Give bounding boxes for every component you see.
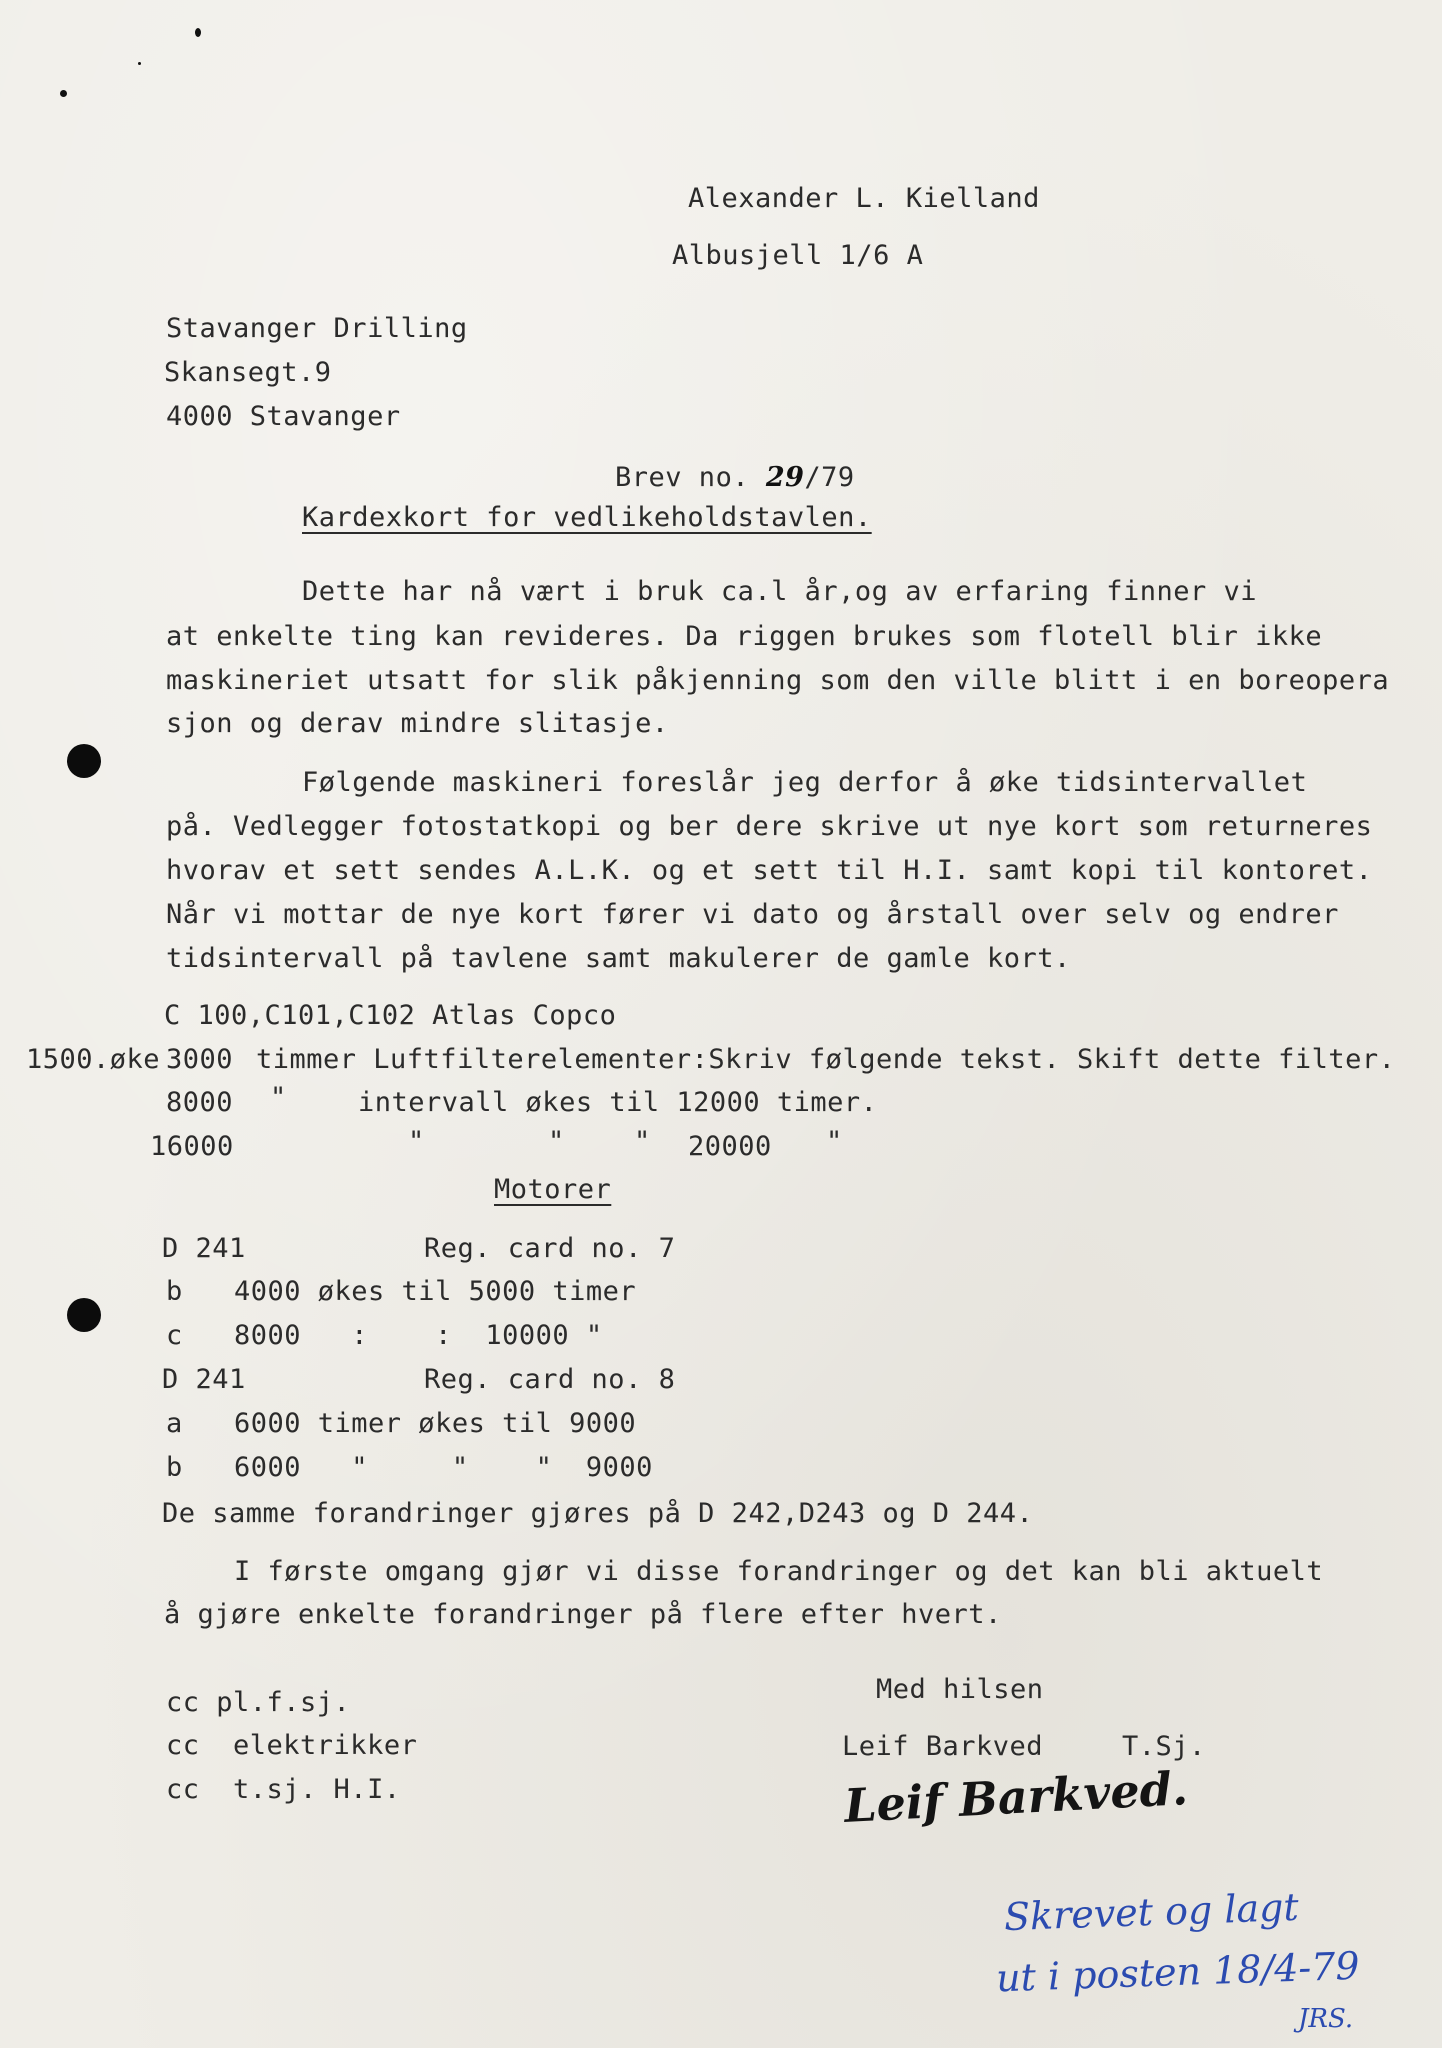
ink-speck: [195, 28, 201, 37]
paragraph-1-line-1: Dette har nå vært i bruk ca.l år,og av erfaring finner vi: [302, 576, 1258, 607]
cc-line-3: cc t.sj. H.I.: [166, 1774, 401, 1805]
punch-hole: [67, 744, 101, 778]
place-date: Albusjell 1/6 A: [672, 240, 924, 271]
ditto-mark: ": [548, 1126, 565, 1157]
handwritten-note-line-1: Skrevet og lagt: [1003, 1884, 1300, 1940]
handwritten-signature: Leif Barkved.: [842, 1761, 1190, 1833]
compressor-row-1-text: timmer Luftfilterelementer:Skriv følgende tekst. Skift dette filter.: [256, 1044, 1396, 1075]
paragraph-1-line-2: at enkelte ting kan revideres. Da riggen brukes som flotell blir ikke: [166, 621, 1323, 652]
paragraph-2-line-2: på. Vedlegger fotostatkopi og ber dere skrive ut nye kort som returneres: [166, 811, 1373, 842]
motor-row-1-c3: Reg. card no. 7: [424, 1233, 676, 1264]
paragraph-1-line-4: sjon og derav mindre slitasje.: [166, 708, 669, 739]
cc-line-2: cc elektrikker: [166, 1730, 418, 1761]
same-changes-line: De samme forandringer gjøres på D 242,D243 og D 244.: [162, 1498, 1034, 1529]
punch-hole: [67, 1298, 101, 1332]
motor-row-3-c1: c: [166, 1320, 183, 1351]
recipient-line-1: Stavanger Drilling: [166, 313, 468, 344]
compressor-row-1-prefix: 1500.øke: [26, 1044, 161, 1075]
compressor-row-2-text: intervall økes til 12000 timer.: [358, 1087, 878, 1118]
handwritten-initials: JRS.: [1298, 2004, 1354, 2034]
ship-name: Alexander L. Kielland: [688, 183, 1040, 214]
cc-line-1: cc pl.f.sj.: [166, 1687, 351, 1718]
signer-title: T.Sj.: [1122, 1731, 1206, 1762]
letter-number-prefix: Brev no.: [615, 462, 766, 493]
motor-row-3-c2: 8000 : : 10000 ": [234, 1320, 603, 1351]
motor-row-1-c1: D 241: [162, 1233, 246, 1264]
signer-name: Leif Barkved: [842, 1731, 1044, 1762]
subject-line: Kardexkort for vedlikeholdstavlen.: [302, 502, 872, 533]
compressor-row-3-hours: 16000: [150, 1131, 234, 1162]
motor-row-4-c1: D 241: [162, 1364, 246, 1395]
paragraph-2-line-5: tidsintervall på tavlene samt makulerer de gamle kort.: [166, 943, 1071, 974]
paragraph-1-line-3: maskineriet utsatt for slik påkjenning som den ville blitt i en boreopera: [166, 665, 1390, 696]
ink-speck: [138, 62, 141, 65]
motor-row-6-c1: b: [166, 1452, 183, 1483]
motor-row-5-c2: 6000 timer økes til 9000: [234, 1408, 637, 1439]
ditto-mark: ": [634, 1126, 651, 1157]
ditto-mark: ": [826, 1126, 843, 1157]
motor-row-4-c3: Reg. card no. 8: [424, 1364, 676, 1395]
paragraph-2-line-1: Følgende maskineri foreslår jeg derfor å øke tidsintervallet: [302, 767, 1308, 798]
compressor-row-1-hours: 3000: [166, 1044, 234, 1075]
ditto-mark: ": [408, 1126, 425, 1157]
ink-speck: [60, 90, 67, 97]
closing-line-1: I første omgang gjør vi disse forandringer og det kan bli aktuelt: [234, 1556, 1324, 1587]
compressor-heading: C 100,C101,C102 Atlas Copco: [164, 1000, 617, 1031]
letter-number-suffix: /79: [804, 462, 855, 493]
ditto-mark: ": [270, 1082, 287, 1113]
motor-row-5-c1: a: [166, 1408, 183, 1439]
motors-heading: Motorer: [494, 1174, 612, 1205]
recipient-line-3: 4000 Stavanger: [166, 401, 401, 432]
handwritten-note-line-2: ut i posten 18/4-79: [995, 1943, 1361, 2001]
paragraph-2-line-4: Når vi mottar de nye kort fører vi dato og årstall over selv og endrer: [166, 899, 1339, 930]
motor-row-6-c2: 6000 " " " 9000: [234, 1452, 653, 1483]
motor-row-2-c2: 4000 økes til 5000 timer: [234, 1276, 637, 1307]
greeting: Med hilsen: [876, 1674, 1044, 1705]
letter-number-handwritten: 29: [765, 462, 805, 493]
paragraph-2-line-3: hvorav et sett sendes A.L.K. og et sett til H.I. samt kopi til kontoret.: [166, 855, 1373, 886]
compressor-row-2-hours: 8000: [166, 1087, 234, 1118]
compressor-row-3-value: 20000: [688, 1131, 772, 1162]
motor-row-2-c1: b: [166, 1276, 183, 1307]
recipient-line-2: Skansegt.9: [164, 357, 332, 388]
closing-line-2: å gjøre enkelte forandringer på flere efter hvert.: [164, 1599, 1002, 1630]
